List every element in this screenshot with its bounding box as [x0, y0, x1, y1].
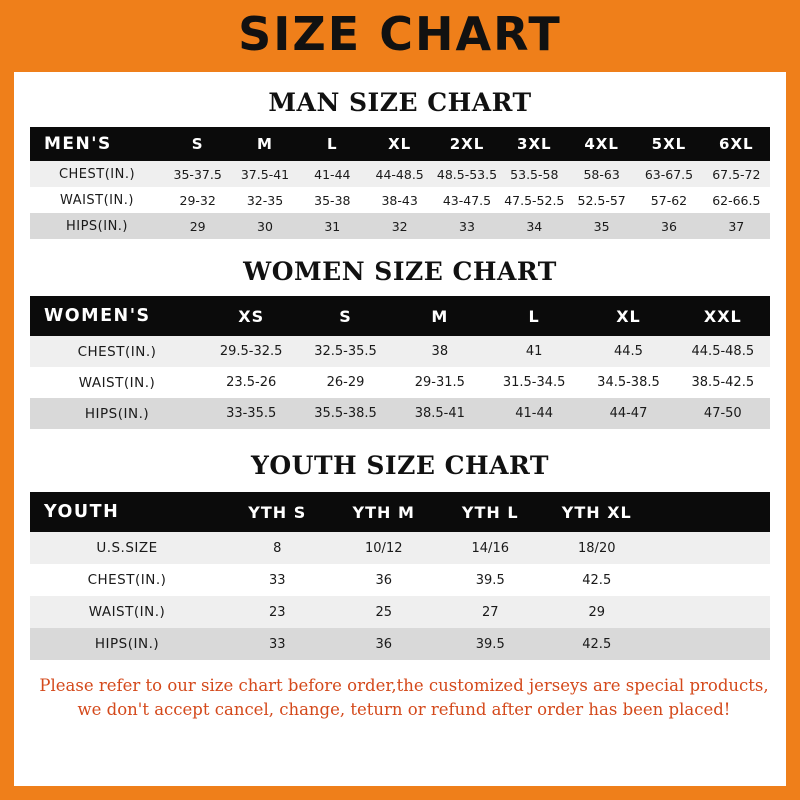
man-row-2-val-2: 31 [299, 213, 366, 239]
women-section-title: WOMEN SIZE CHART [243, 257, 557, 286]
women-row-2-val-0: 33-35.5 [204, 398, 298, 429]
women-row-2-val-1: 35.5-38.5 [298, 398, 392, 429]
man-row-2-val-3: 32 [366, 213, 433, 239]
man-col-4: 2XL [433, 127, 500, 161]
table-header-row [30, 296, 770, 336]
man-col-3: XL [366, 127, 433, 161]
table-row [30, 398, 770, 429]
man-row-2-val-0: 29 [164, 213, 231, 239]
man-row-1-val-3: 38-43 [366, 187, 433, 213]
women-col-1: S [298, 296, 392, 336]
youth-col-2: YTH L [437, 492, 544, 532]
women-row-2-val-5: 47-50 [676, 398, 770, 429]
youth-col-0: YTH S [224, 492, 331, 532]
table-header-row [30, 127, 770, 161]
man-row-0-val-4: 48.5-53.5 [433, 161, 500, 187]
man-row-0-label: CHEST(IN.) [30, 161, 164, 187]
youth-size-table [30, 492, 770, 660]
man-col-5: 3XL [501, 127, 568, 161]
man-row-2-val-7: 36 [635, 213, 702, 239]
youth-row-3-label: HIPS(IN.) [30, 628, 224, 660]
women-size-table [30, 296, 770, 429]
women-row-1-val-0: 23.5-26 [204, 367, 298, 398]
man-row-0-val-2: 41-44 [299, 161, 366, 187]
man-header-corner: MEN'S [30, 127, 164, 161]
women-row-0-val-4: 44.5 [581, 336, 675, 367]
table-row [30, 596, 770, 628]
man-col-7: 5XL [635, 127, 702, 161]
youth-row-1-label: CHEST(IN.) [30, 564, 224, 596]
women-col-3: L [487, 296, 581, 336]
women-row-2-label: HIPS(IN.) [30, 398, 204, 429]
women-row-0-val-1: 32.5-35.5 [298, 336, 392, 367]
women-row-1-label: WAIST(IN.) [30, 367, 204, 398]
youth-row-0-val-2: 14/16 [437, 532, 544, 564]
footer-note-line-2: we don't accept cancel, change, teturn or refund after order has been placed! [77, 699, 731, 719]
man-row-2-val-4: 33 [433, 213, 500, 239]
man-row-0-val-8: 67.5-72 [703, 161, 770, 187]
man-row-1-val-5: 47.5-52.5 [501, 187, 568, 213]
youth-table-header [30, 492, 770, 532]
youth-row-2-val-2: 27 [437, 596, 544, 628]
man-row-2-val-8: 37 [703, 213, 770, 239]
women-row-0-val-3: 41 [487, 336, 581, 367]
man-section-title: MAN SIZE CHART [268, 88, 532, 117]
man-row-1-val-8: 62-66.5 [703, 187, 770, 213]
youth-row-1-val-2: 39.5 [437, 564, 544, 596]
youth-row-2-val-3: 29 [544, 596, 651, 628]
footer-note-line-1: Please refer to our size chart before order,the customized jerseys are special products, [39, 676, 769, 695]
man-row-0-val-5: 53.5-58 [501, 161, 568, 187]
man-row-1-val-7: 57-62 [635, 187, 702, 213]
table-row [30, 532, 770, 564]
man-table-header [30, 127, 770, 161]
women-row-2-val-4: 44-47 [581, 398, 675, 429]
man-row-0-val-1: 37.5-41 [231, 161, 298, 187]
women-col-0: XS [204, 296, 298, 336]
table-row [30, 213, 770, 239]
women-row-2-val-3: 41-44 [487, 398, 581, 429]
women-table-body [30, 336, 770, 429]
man-row-1-val-4: 43-47.5 [433, 187, 500, 213]
women-row-1-val-2: 29-31.5 [393, 367, 487, 398]
women-row-0-val-5: 44.5-48.5 [676, 336, 770, 367]
youth-row-0-label: U.S.SIZE [30, 532, 224, 564]
man-row-2-label: HIPS(IN.) [30, 213, 164, 239]
man-row-1-val-0: 29-32 [164, 187, 231, 213]
table-row [30, 336, 770, 367]
man-col-8: 6XL [703, 127, 770, 161]
youth-row-2-spacer [650, 596, 770, 628]
table-row [30, 187, 770, 213]
man-table-body [30, 161, 770, 239]
youth-row-3-val-2: 39.5 [437, 628, 544, 660]
man-row-0-val-3: 44-48.5 [366, 161, 433, 187]
man-row-0-val-0: 35-37.5 [164, 161, 231, 187]
youth-col-spacer [650, 492, 770, 532]
header-bar [0, 0, 800, 72]
table-row [30, 161, 770, 187]
youth-header-corner: YOUTH [30, 492, 224, 532]
man-col-1: M [231, 127, 298, 161]
table-row [30, 628, 770, 660]
man-col-2: L [299, 127, 366, 161]
man-row-2-val-1: 30 [231, 213, 298, 239]
youth-row-0-val-0: 8 [224, 532, 331, 564]
youth-row-1-val-0: 33 [224, 564, 331, 596]
youth-row-2-val-0: 23 [224, 596, 331, 628]
youth-col-3: YTH XL [544, 492, 651, 532]
youth-row-3-val-1: 36 [331, 628, 438, 660]
youth-row-1-val-1: 36 [331, 564, 438, 596]
youth-section-title: YOUTH SIZE CHART [251, 451, 549, 480]
table-row [30, 564, 770, 596]
man-row-1-label: WAIST(IN.) [30, 187, 164, 213]
women-col-2: M [393, 296, 487, 336]
youth-row-0-val-1: 10/12 [331, 532, 438, 564]
youth-row-3-spacer [650, 628, 770, 660]
youth-row-1-val-3: 42.5 [544, 564, 651, 596]
man-size-table [30, 127, 770, 239]
page-title: SIZE CHART [238, 7, 562, 61]
youth-row-0-spacer [650, 532, 770, 564]
women-row-1-val-5: 38.5-42.5 [676, 367, 770, 398]
women-row-2-val-2: 38.5-41 [393, 398, 487, 429]
women-row-1-val-4: 34.5-38.5 [581, 367, 675, 398]
man-row-0-val-7: 63-67.5 [635, 161, 702, 187]
women-row-0-val-2: 38 [393, 336, 487, 367]
youth-row-3-val-3: 42.5 [544, 628, 651, 660]
bottom-accent-bar [14, 786, 800, 800]
content-area [14, 88, 786, 722]
man-col-6: 4XL [568, 127, 635, 161]
table-header-row [30, 492, 770, 532]
women-col-4: XL [581, 296, 675, 336]
man-row-2-val-5: 34 [501, 213, 568, 239]
women-row-1-val-1: 26-29 [298, 367, 392, 398]
man-col-0: S [164, 127, 231, 161]
youth-row-0-val-3: 18/20 [544, 532, 651, 564]
women-col-5: XXL [676, 296, 770, 336]
women-row-0-val-0: 29.5-32.5 [204, 336, 298, 367]
women-header-corner: WOMEN'S [30, 296, 204, 336]
youth-row-2-label: WAIST(IN.) [30, 596, 224, 628]
women-table-header [30, 296, 770, 336]
table-row [30, 367, 770, 398]
man-row-0-val-6: 58-63 [568, 161, 635, 187]
youth-col-1: YTH M [331, 492, 438, 532]
youth-table-body [30, 532, 770, 660]
man-row-2-val-6: 35 [568, 213, 635, 239]
man-row-1-val-1: 32-35 [231, 187, 298, 213]
man-row-1-val-6: 52.5-57 [568, 187, 635, 213]
women-row-0-label: CHEST(IN.) [30, 336, 204, 367]
youth-row-3-val-0: 33 [224, 628, 331, 660]
youth-row-1-spacer [650, 564, 770, 596]
man-row-1-val-2: 35-38 [299, 187, 366, 213]
footer-note [28, 674, 780, 722]
women-row-1-val-3: 31.5-34.5 [487, 367, 581, 398]
youth-row-2-val-1: 25 [331, 596, 438, 628]
